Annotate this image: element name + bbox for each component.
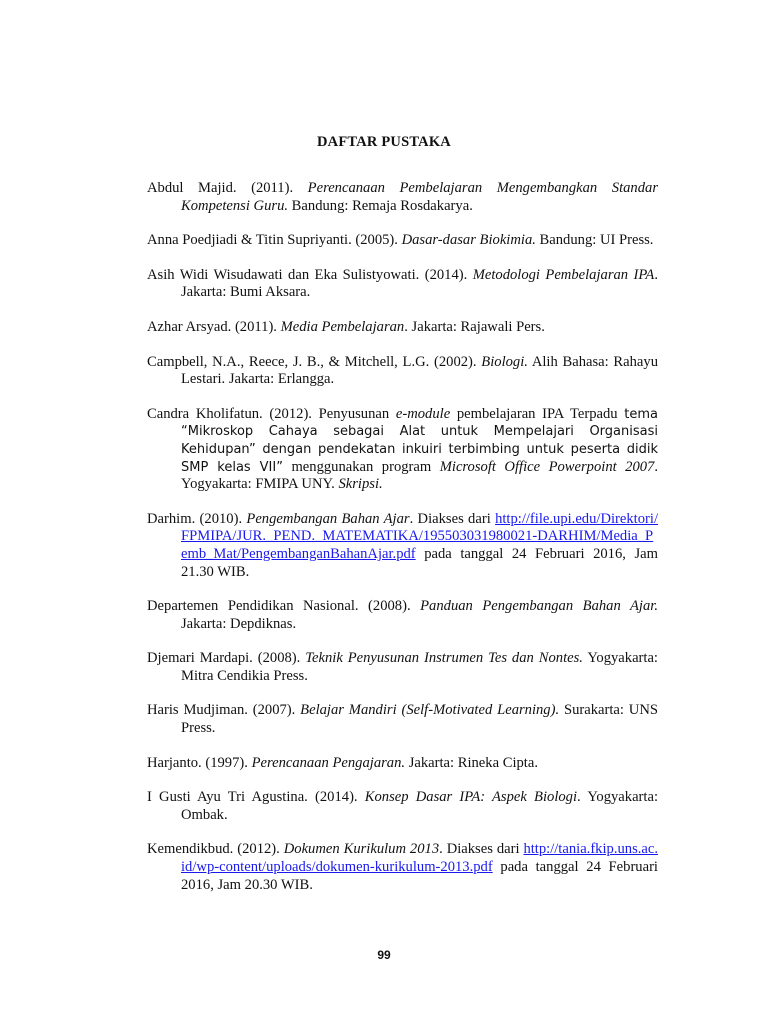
ref-access-date: pada tanggal 24 Februari 2016, Jam 20.30 WIB. xyxy=(181,859,658,893)
ref-access-label: . Diakses dari xyxy=(409,510,496,527)
ref-author-year: Kemendikbud. (2012). xyxy=(147,841,284,858)
reference-item xyxy=(147,232,658,250)
ref-title: Metodologi Pembelajaran IPA xyxy=(472,266,655,283)
ref-title-part: tema “Mikroskop Cahaya sebagai Alat untuk Mempelajari Organisasi Kehidupan” dengan pendekatan inkuiri terbimbing untuk peserta didik SMP kelas VII” xyxy=(181,406,658,475)
ref-title: Perencanaan Pembelajaran Mengembangkan Standar Kompetensi Guru. xyxy=(181,180,658,214)
ref-title: Media Pembelajaran xyxy=(280,318,405,335)
ref-title: Belajar Mandiri (Self-Motivated Learning). xyxy=(300,702,560,719)
ref-author-year: Abdul Majid. (2011). xyxy=(147,180,308,196)
ref-author-year: Darhim. (2010). xyxy=(147,510,247,527)
ref-title: Konsep Dasar IPA: Aspek Biologi xyxy=(364,789,578,806)
reference-item xyxy=(147,702,658,737)
ref-access-date: pada tanggal 24 Februari 2016, Jam 21.30 WIB. xyxy=(181,545,658,580)
page-number: 99 xyxy=(377,948,391,962)
ref-author-year: Harjanto. (1997). xyxy=(147,754,252,771)
ref-author-year: I Gusti Ayu Tri Agustina. (2014). xyxy=(147,789,365,806)
reference-item xyxy=(147,267,658,302)
ref-author-year: Candra Kholifatun. (2012). Penyusunan xyxy=(147,405,396,422)
reference-item xyxy=(147,511,658,581)
ref-title: Dasar-dasar Biokimia. xyxy=(401,232,536,249)
reference-item xyxy=(147,180,658,215)
ref-title-part: pembelajaran IPA Terpadu xyxy=(450,405,625,422)
reference-item xyxy=(147,755,658,773)
reference-list xyxy=(147,180,658,911)
ref-author-year: Campbell, N.A., Reece, J. B., & Mitchell, L.G. (2002). xyxy=(147,353,482,370)
ref-title: Panduan Pengembangan Bahan Ajar. xyxy=(420,598,658,615)
ref-author-year: Azhar Arsyad. (2011). xyxy=(147,318,281,335)
ref-url-link[interactable]: http://tania.fkip.uns.ac.id/wp-content/uploads/dokumen-kurikulum-2013.pdf xyxy=(181,841,658,876)
ref-author-year: Anna Poedjiadi & Titin Supriyanti. (2005). xyxy=(147,232,402,249)
ref-publisher: . Yogyakarta: Ombak. xyxy=(181,789,658,823)
reference-item xyxy=(147,354,658,389)
ref-type: Skripsi. xyxy=(338,476,383,493)
reference-item xyxy=(147,789,658,824)
ref-title: Perencanaan Pengajaran. xyxy=(251,754,406,771)
ref-publisher: . Jakarta: Rajawali Pers. xyxy=(404,318,545,335)
ref-title: Pengembangan Bahan Ajar xyxy=(246,510,410,527)
reference-item xyxy=(147,598,658,633)
ref-publisher: . Jakarta: Bumi Aksara. xyxy=(181,266,658,301)
ref-title: Biologi. xyxy=(481,353,528,370)
ref-publisher: Surakarta: UNS Press. xyxy=(181,702,658,737)
ref-publisher: Alih Bahasa: Rahayu Lestari. Jakarta: Erlangga. xyxy=(181,353,658,388)
ref-publisher: Bandung: Remaja Rosdakarya. xyxy=(288,197,473,214)
ref-publisher: Bandung: UI Press. xyxy=(535,232,654,249)
page-title: DAFTAR PUSTAKA xyxy=(317,134,451,150)
ref-publisher: Jakarta: Depdiknas. xyxy=(181,615,297,632)
ref-title-part: e-module xyxy=(395,405,451,422)
reference-item xyxy=(147,841,658,894)
ref-publisher: . Yogyakarta: FMIPA UNY. xyxy=(181,458,658,493)
ref-software-name: Microsoft Office Powerpoint 2007 xyxy=(439,458,655,475)
ref-access-label: . Diakses dari xyxy=(439,841,524,858)
ref-title: Dokumen Kurikulum 2013 xyxy=(283,841,440,858)
ref-author-year: Djemari Mardapi. (2008). xyxy=(147,650,306,667)
ref-author-year: Asih Widi Wisudawati dan Eka Sulistyowati. (2014). xyxy=(147,266,473,283)
ref-author-year: Departemen Pendidikan Nasional. (2008). xyxy=(147,598,421,615)
reference-item xyxy=(147,406,658,494)
ref-author-year: Haris Mudjiman. (2007). xyxy=(147,702,301,719)
ref-title-part: menggunakan program xyxy=(282,458,440,475)
reference-item xyxy=(147,650,658,685)
ref-publisher: Yogyakarta: Mitra Cendikia Press. xyxy=(181,650,658,684)
reference-item xyxy=(147,319,658,337)
ref-publisher: Jakarta: Rineka Cipta. xyxy=(405,754,538,771)
ref-title: Teknik Penyusunan Instrumen Tes dan Nontes. xyxy=(305,650,583,667)
ref-url-link[interactable]: http://file.upi.edu/Direktori/FPMIPA/JUR._PEND._MATEMATIKA/195503031980021-DARHIM/Media_Pemb_Mat/PengembanganBahanAjar.pdf xyxy=(181,510,658,562)
